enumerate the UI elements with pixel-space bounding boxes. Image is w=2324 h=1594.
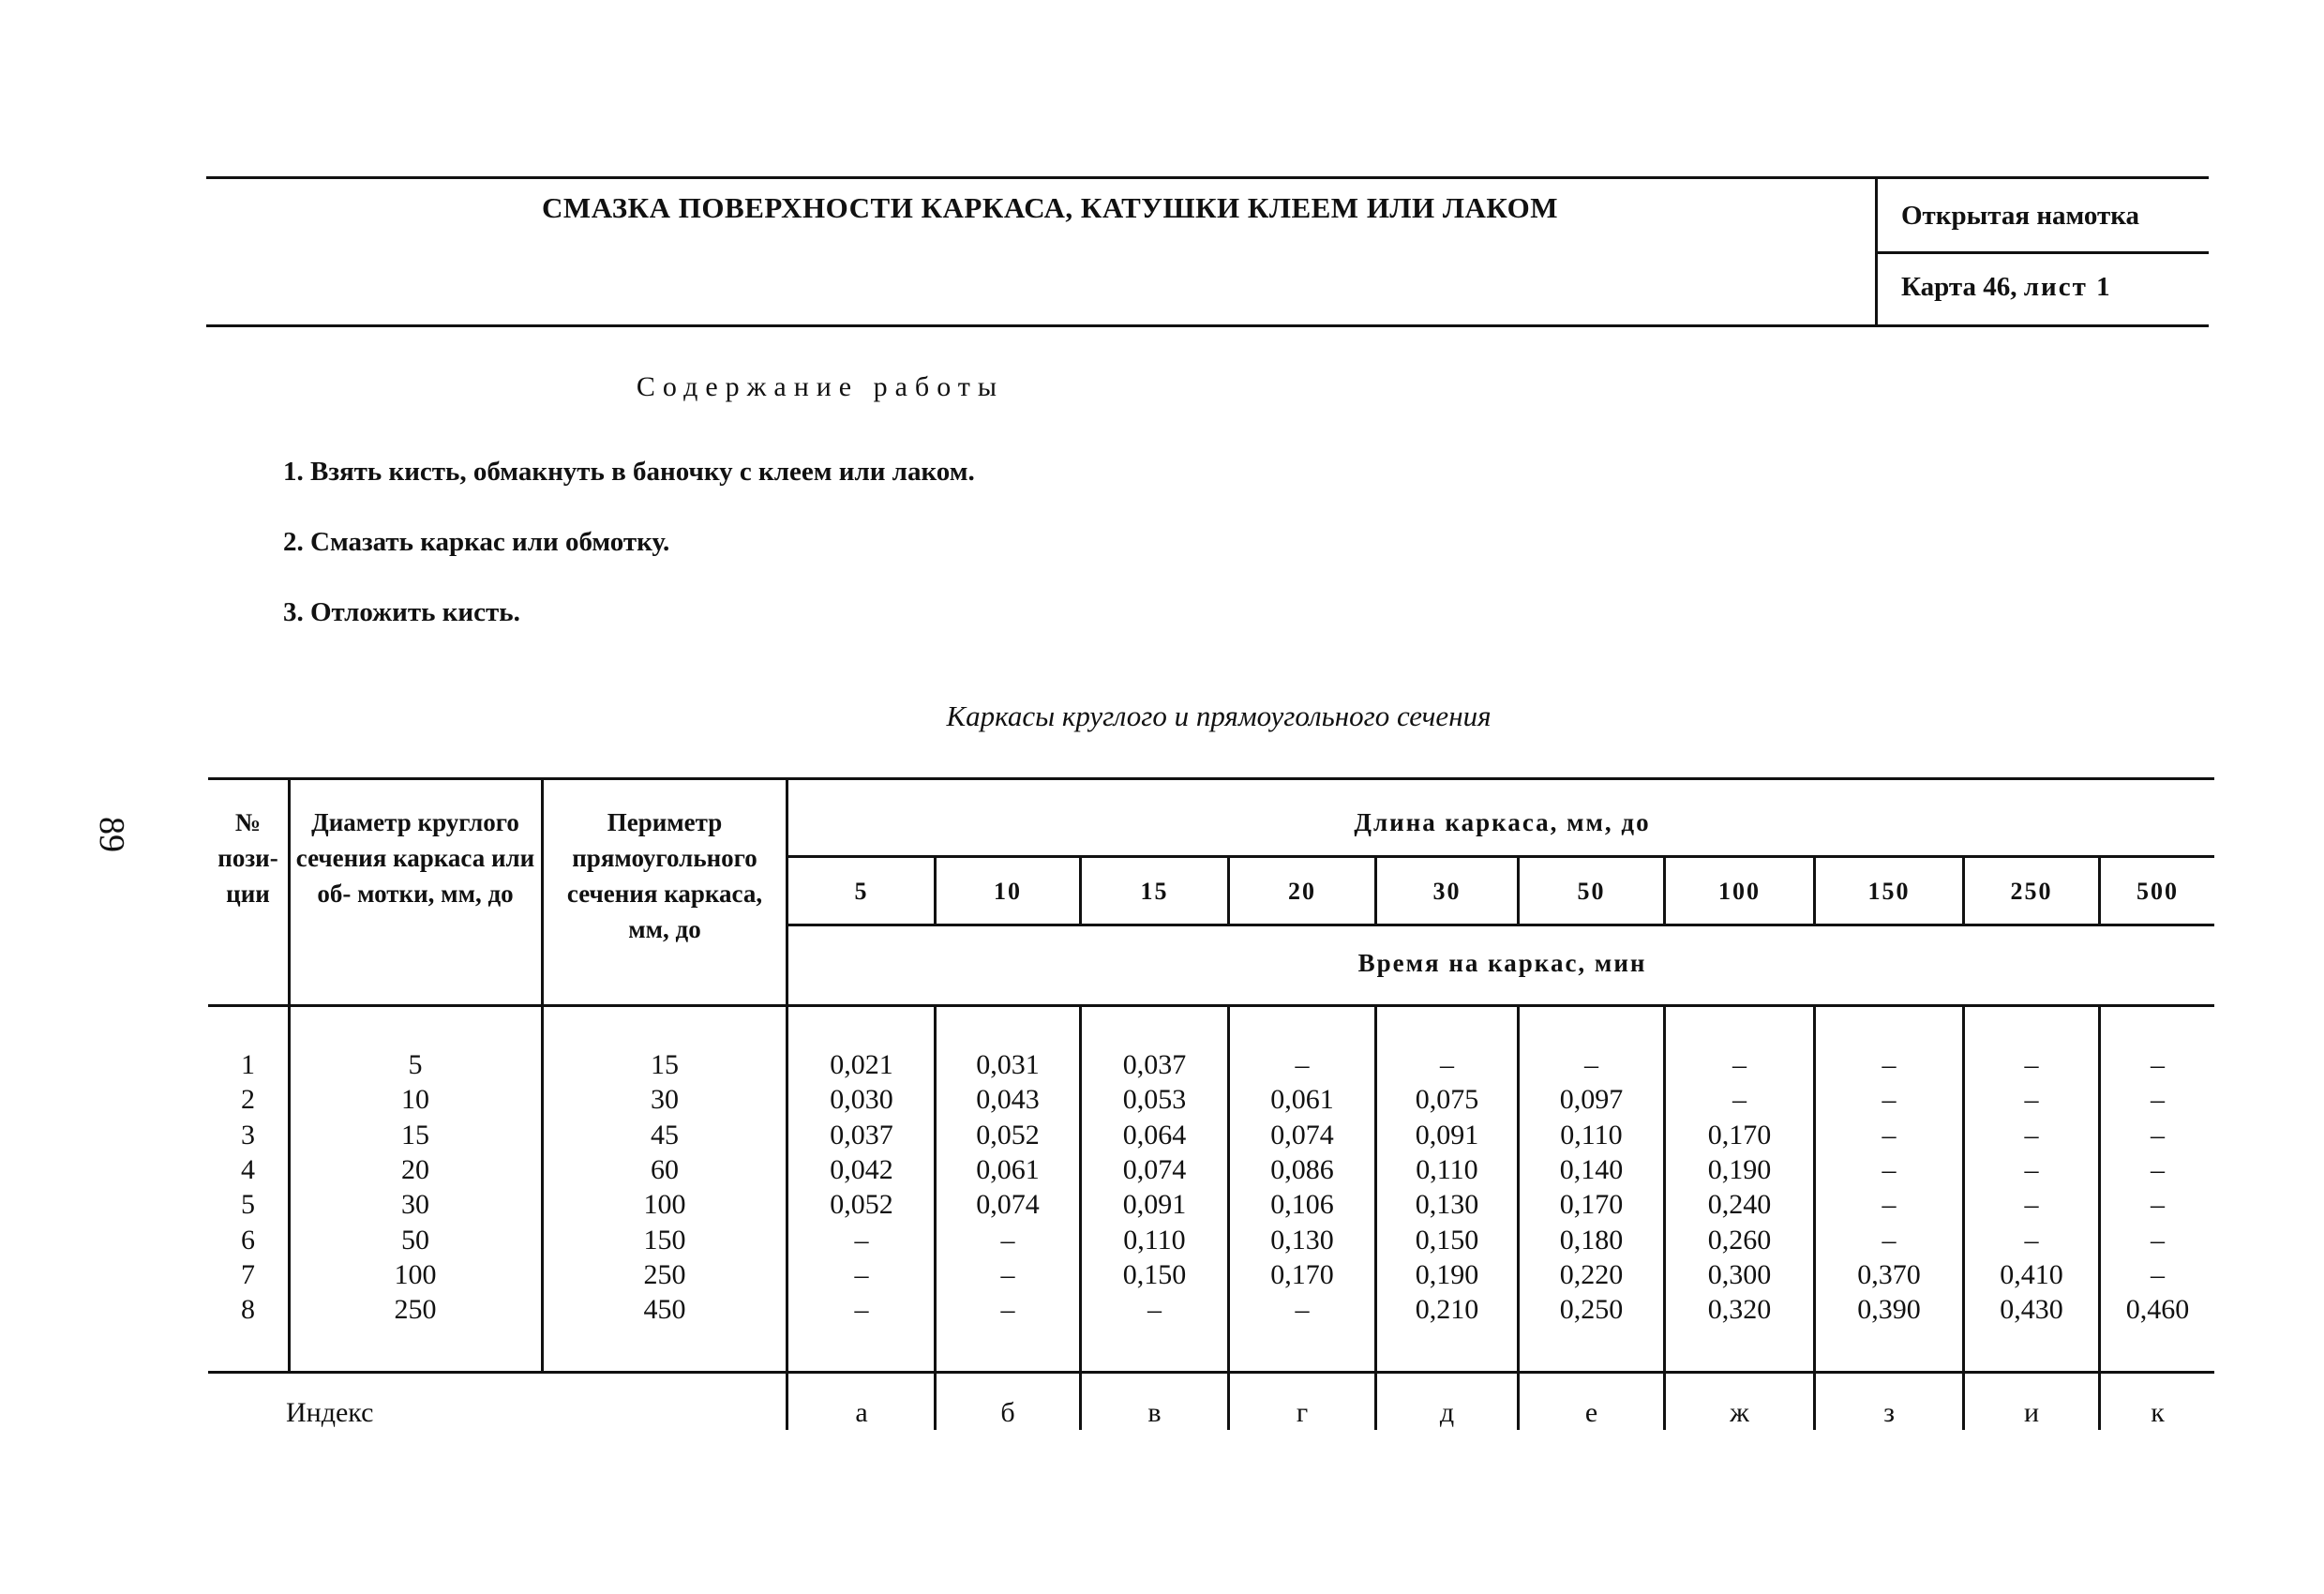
table-cell-perimeter: 45 — [651, 1120, 679, 1150]
table-cell-pos: 3 — [241, 1120, 255, 1150]
table-cell-time: 0,180 — [1559, 1225, 1624, 1256]
col-rule — [288, 777, 291, 1374]
table-cell-time: 0,074 — [976, 1189, 1040, 1220]
step-item: 1. Взять кисть, обмакнуть в баночку с клеем или лаком. — [283, 457, 975, 487]
table-cell-time: 0,170 — [1559, 1189, 1624, 1220]
table-cell-perimeter: 30 — [651, 1084, 679, 1115]
body-index-rule — [208, 1371, 2214, 1374]
table-cell-time: – — [2024, 1189, 2039, 1220]
table-cell-time: – — [1000, 1294, 1015, 1325]
table-cell-time: 0,390 — [1857, 1294, 1921, 1325]
table-cell-time: 0,170 — [1707, 1120, 1772, 1150]
table-cell-time: – — [1882, 1189, 1897, 1220]
table-cell-time: – — [854, 1259, 869, 1290]
header-top-rule — [206, 176, 2209, 179]
index-letter: е — [1584, 1397, 1598, 1428]
table-cell-time: – — [2151, 1225, 2165, 1256]
col-rule — [786, 777, 788, 1430]
length-value: 150 — [1867, 878, 1911, 905]
table-cell-time: – — [854, 1294, 869, 1325]
table-cell-time: – — [2024, 1225, 2039, 1256]
table-cell-time: – — [2151, 1154, 2165, 1185]
table-cell-perimeter: 150 — [643, 1225, 686, 1256]
length-value: 5 — [854, 878, 869, 905]
table-cell-diameter: 20 — [401, 1154, 429, 1185]
length-value: 500 — [2137, 878, 2179, 905]
index-letter: к — [2151, 1397, 2165, 1428]
table-cell-pos: 1 — [241, 1049, 255, 1080]
length-value: 10 — [994, 878, 1022, 905]
time-subheader-rule — [787, 924, 2214, 926]
table-cell-time: 0,250 — [1559, 1294, 1624, 1325]
index-letter: и — [2023, 1397, 2040, 1428]
header-side-rule — [1875, 251, 2209, 254]
table-cell-time: 0,110 — [1123, 1225, 1186, 1256]
table-cell-time: 0,097 — [1559, 1084, 1624, 1115]
table-cell-time: 0,140 — [1559, 1154, 1624, 1185]
index-label: Индекс — [286, 1397, 374, 1428]
table-cell-time: – — [1882, 1120, 1897, 1150]
table-cell-time: 0,037 — [1122, 1049, 1187, 1080]
table-cell-time: – — [1147, 1294, 1162, 1325]
table-cell-time: 0,021 — [830, 1049, 893, 1080]
table-cell-time: 0,075 — [1415, 1084, 1479, 1115]
length-value: 100 — [1718, 878, 1761, 905]
table-cell-time: 0,091 — [1122, 1189, 1187, 1220]
table-cell-time: 0,150 — [1122, 1259, 1187, 1290]
table-cell-time: 0,110 — [1560, 1120, 1623, 1150]
length-subheader-rule — [787, 855, 2214, 858]
table-cell-time: – — [1882, 1225, 1897, 1256]
table-cell-time: – — [2024, 1049, 2039, 1080]
table-cell-time: – — [1882, 1084, 1897, 1115]
table-cell-time: – — [2024, 1120, 2039, 1150]
table-cell-pos: 8 — [241, 1294, 255, 1325]
table-cell-time: 0,030 — [830, 1084, 893, 1115]
table-cell-time: 0,042 — [830, 1154, 893, 1185]
table-cell-time: 0,052 — [830, 1189, 893, 1220]
table-cell-time: – — [2024, 1084, 2039, 1115]
table-cell-diameter: 10 — [401, 1084, 429, 1115]
table-cell-perimeter: 15 — [651, 1049, 679, 1080]
sheet-number: лист 1 — [2023, 272, 2112, 302]
table-cell-time: 0,210 — [1415, 1294, 1479, 1325]
table-cell-time: – — [2151, 1084, 2165, 1115]
index-letter: б — [1000, 1397, 1015, 1428]
table-cell-time: 0,053 — [1122, 1084, 1187, 1115]
table-cell-diameter: 15 — [401, 1120, 429, 1150]
col-header-time: Время на каркас, мин — [1357, 949, 1647, 977]
table-cell-time: 0,074 — [1270, 1120, 1334, 1150]
table-cell-time: 0,061 — [976, 1154, 1040, 1185]
table-cell-diameter: 100 — [394, 1259, 437, 1290]
table-cell-time: – — [1882, 1154, 1897, 1185]
col-header-length: Длина каркаса, мм, до — [1354, 808, 1651, 836]
table-cell-time: 0,320 — [1707, 1294, 1772, 1325]
table-cell-time: 0,074 — [1122, 1154, 1187, 1185]
table-cell-time: 0,370 — [1857, 1259, 1921, 1290]
table-cell-time: – — [1584, 1049, 1598, 1080]
table-cell-time: 0,130 — [1415, 1189, 1479, 1220]
table-cell-diameter: 30 — [401, 1189, 429, 1220]
length-value: 15 — [1140, 878, 1169, 905]
table-cell-time: 0,220 — [1559, 1259, 1624, 1290]
col-header-perimeter: Периметр прямоугольного сечения каркаса, мм, до — [566, 808, 763, 943]
card-sheet-label — [1901, 272, 2112, 303]
step-item: 3. Отложить кисть. — [283, 597, 520, 627]
table-cell-pos: 2 — [241, 1084, 255, 1115]
category-label: Открытая намотка — [1901, 201, 2140, 231]
table-top-rule — [208, 777, 2214, 780]
table-cell-time: 0,170 — [1270, 1259, 1334, 1290]
table-cell-pos: 5 — [241, 1189, 255, 1220]
table-cell-time: 0,031 — [976, 1049, 1040, 1080]
table-cell-time: 0,052 — [976, 1120, 1040, 1150]
section-heading: Содержание работы — [636, 371, 1005, 402]
table-cell-diameter: 250 — [394, 1294, 437, 1325]
table-cell-time: – — [2151, 1120, 2165, 1150]
table-caption: Каркасы круглого и прямоугольного сечения — [946, 699, 1492, 732]
index-letter: д — [1439, 1397, 1455, 1428]
table-cell-time: 0,106 — [1270, 1189, 1334, 1220]
table-cell-time: 0,190 — [1707, 1154, 1772, 1185]
table-cell-time: 0,150 — [1415, 1225, 1479, 1256]
table-cell-time: 0,086 — [1270, 1154, 1334, 1185]
page-number: 89 — [92, 817, 131, 852]
index-letter: г — [1296, 1397, 1309, 1428]
table-cell-time: 0,260 — [1707, 1225, 1772, 1256]
table-cell-time: – — [1295, 1294, 1310, 1325]
index-letter: в — [1147, 1397, 1162, 1428]
table-cell-perimeter: 250 — [643, 1259, 686, 1290]
card-number: Карта 46, — [1901, 272, 2017, 302]
table-cell-time: 0,190 — [1415, 1259, 1479, 1290]
table-cell-time: – — [2151, 1049, 2165, 1080]
length-value: 250 — [2010, 878, 2053, 905]
index-letter: з — [1883, 1397, 1895, 1428]
header-bottom-rule — [206, 324, 2209, 327]
table-cell-time: 0,043 — [976, 1084, 1040, 1115]
table-cell-time: – — [854, 1225, 869, 1256]
index-letter: ж — [1730, 1397, 1749, 1428]
table-cell-time: 0,430 — [2000, 1294, 2063, 1325]
table-cell-time: 0,460 — [2125, 1294, 2190, 1325]
table-cell-time: 0,410 — [2000, 1259, 2063, 1290]
col-header-diameter: Диаметр круглого сечения каркаса или об- мотки, мм, до — [295, 808, 535, 908]
header-body-rule — [208, 1004, 2214, 1007]
table-cell-time: – — [1882, 1049, 1897, 1080]
table-cell-diameter: 5 — [408, 1049, 423, 1080]
table-cell-time: – — [1000, 1225, 1015, 1256]
table-cell-time: 0,130 — [1270, 1225, 1334, 1256]
col-rule — [541, 777, 544, 1374]
length-value: 30 — [1432, 878, 1462, 905]
index-letter: а — [855, 1397, 868, 1428]
table-cell-time: – — [1732, 1049, 1747, 1080]
col-header-position: № пози- ции — [217, 808, 278, 908]
step-item: 2. Смазать каркас или обмотку. — [283, 527, 670, 557]
table-cell-perimeter: 450 — [643, 1294, 686, 1325]
table-cell-time: 0,240 — [1707, 1189, 1772, 1220]
table-cell-time: – — [1440, 1049, 1454, 1080]
table-cell-time: 0,064 — [1122, 1120, 1187, 1150]
table-cell-time: – — [2151, 1189, 2165, 1220]
table-cell-perimeter: 100 — [643, 1189, 686, 1220]
table-cell-pos: 7 — [241, 1259, 255, 1290]
table-cell-time: – — [2024, 1154, 2039, 1185]
page-title: СМАЗКА ПОВЕРХНОСТИ КАРКАСА, КАТУШКИ КЛЕЕМ ИЛИ ЛАКОМ — [542, 191, 1558, 224]
table-cell-time: 0,091 — [1415, 1120, 1479, 1150]
table-cell-time: 0,300 — [1707, 1259, 1772, 1290]
length-value: 50 — [1577, 878, 1606, 905]
table-cell-time: – — [1000, 1259, 1015, 1290]
table-cell-time: – — [1295, 1049, 1310, 1080]
table-cell-time: – — [2151, 1259, 2165, 1290]
table-cell-perimeter: 60 — [651, 1154, 679, 1185]
table-cell-pos: 6 — [241, 1225, 255, 1256]
table-cell-time: 0,037 — [830, 1120, 893, 1150]
table-cell-time: – — [1732, 1084, 1747, 1115]
table-cell-time: 0,061 — [1270, 1084, 1334, 1115]
length-value: 20 — [1288, 878, 1316, 905]
table-cell-diameter: 50 — [401, 1225, 429, 1256]
table-cell-pos: 4 — [241, 1154, 255, 1185]
table-cell-time: 0,110 — [1416, 1154, 1478, 1185]
